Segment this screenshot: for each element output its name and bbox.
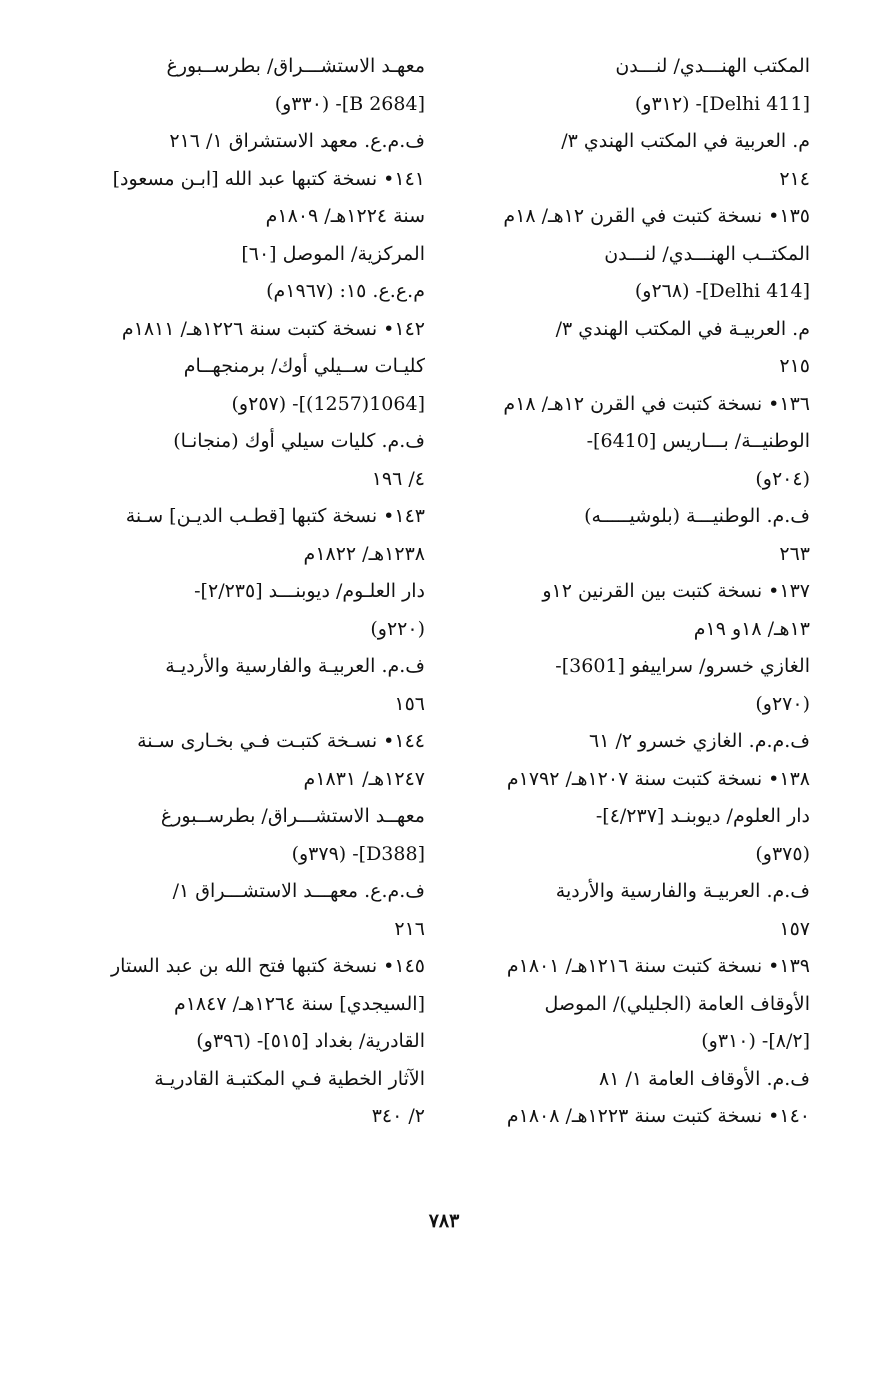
text-line: ١٣٦• نسخة كتبت في القرن ١٢هـ/ ١٨م — [503, 392, 810, 415]
text-line: ١٤٥• نسخة كتبها فتح الله بن عبد الستار — [111, 955, 425, 977]
text-line: [B 2684]- (٣٣٠و) — [274, 92, 425, 115]
text-line: ١٥٧ — [779, 917, 810, 940]
text-line: دار العلـوم/ ديوبنـــد [٢/٢٣٥]- — [194, 580, 425, 602]
text-line: ١٤٤• نسـخة كتبـت فـي بخـارى سـنة — [137, 730, 425, 752]
text-line: ف.م. الوطنيـــة (بلوشيـــــه) — [584, 505, 810, 527]
text-line: الأوقاف العامة (الجليلي)/ الموصل — [544, 992, 810, 1015]
text-line: (٢٢٠و) — [370, 617, 425, 640]
text-line: ٤/ ١٩٦ — [371, 467, 425, 490]
text-line: ١٤٢• نسخة كتبت سنة ١٢٢٦هـ/ ١٨١١م — [121, 317, 425, 340]
left-column — [85, 48, 425, 1136]
text-line: ٢٦٣ — [779, 542, 810, 565]
text-line: ٢/ ٣٤٠ — [371, 1105, 425, 1127]
text-line: [٨/٢]- (٣١٠و) — [701, 1030, 810, 1052]
text-line: معهــد الاستشـــراق/ بطرســبورغ — [160, 805, 425, 827]
text-line: ف.م.ع. معهد الاستشراق ١/ ٢١٦ — [169, 130, 425, 152]
text-line: ف.م. كليات سيلي أوك (منجانـا) — [173, 430, 425, 452]
text-line: الوطنيــة/ بـــاريس [6410]- — [586, 430, 810, 452]
text-line: (٢٠٤و) — [755, 467, 810, 490]
text-line: [السيجدي] سنة ١٢٦٤هـ/ ١٨٤٧م — [173, 992, 425, 1015]
text-line: ٢١٤ — [779, 167, 810, 190]
text-line: ف.م.ع. معهـــد الاستشـــراق ١/ — [172, 880, 425, 902]
text-line: ١٢٤٧هـ/ ١٨٣١م — [303, 767, 425, 790]
text-line: سنة ١٢٢٤هـ/ ١٨٠٩م — [265, 205, 425, 227]
text-line: (٣٧٥و) — [755, 842, 810, 865]
text-line: (٢٧٠و) — [755, 692, 810, 715]
text-line: ١٣٥• نسخة كتبت في القرن ١٢هـ/ ١٨م — [503, 205, 810, 227]
text-line: [D388]- (٣٧٩و) — [291, 842, 425, 865]
text-line: ١٥٦ — [394, 692, 425, 715]
text-line: القادرية/ بغداد [٥١٥]- (٣٩٦و) — [196, 1030, 425, 1052]
text-line: [Delhi 411]- (٣١٢و) — [634, 92, 810, 115]
text-line: المركزية/ الموصل [٦٠] — [241, 242, 425, 265]
text-line: المكتب الهنـــدي/ لنـــدن — [615, 55, 810, 77]
text-line: الآثار الخطية فـي المكتبـة القادريـة — [154, 1067, 425, 1090]
text-line: ١٣هـ/ ١٨و ١٩م — [693, 617, 810, 640]
text-line: ف.م.م. الغازي خسرو ٢/ ٦١ — [589, 730, 810, 752]
text-line: ٢١٥ — [779, 355, 810, 377]
text-line: ف.م. الأوقاف العامة ١/ ٨١ — [599, 1067, 810, 1090]
right-column — [470, 48, 810, 1136]
text-line: كليـات ســيلي أوك/ برمنجهــام — [183, 355, 425, 377]
text-line: ١٣٨• نسخة كتبت سنة ١٢٠٧هـ/ ١٧٩٢م — [506, 767, 810, 790]
text-line: ١٤٠• نسخة كتبت سنة ١٢٢٣هـ/ ١٨٠٨م — [506, 1105, 810, 1127]
text-line: ١٤١• نسخة كتبها عبد الله [ابـن مسعود] — [112, 167, 425, 190]
text-line: ١٤٣• نسخة كتبها [قطـب الديـن] سـنة — [125, 505, 425, 527]
text-line: [1064(1257)]- (٢٥٧و) — [231, 392, 425, 415]
text-line: م.ع.ع. ١٥: (١٩٦٧م) — [266, 280, 425, 302]
text-line: ١٣٩• نسخة كتبت سنة ١٢١٦هـ/ ١٨٠١م — [506, 955, 810, 977]
text-line: ٢١٦ — [394, 917, 425, 940]
text-line: المكتــب الهنـــدي/ لنـــدن — [604, 242, 810, 265]
text-line: دار العلوم/ ديوبنـد [٤/٢٣٧]- — [595, 805, 810, 827]
text-line: [Delhi 414]- (٢٦٨و) — [634, 280, 810, 302]
text-line: ١٣٧• نسخة كتبت بين القرنين ١٢و — [542, 580, 810, 602]
text-line: م. العربيـة في المكتب الهندي ٣/ — [555, 317, 810, 340]
text-line: ف.م. العربيـة والفارسية والأرديـة — [165, 655, 425, 677]
text-line: ف.م. العربيـة والفارسية والأردية — [555, 880, 810, 902]
text-line: الغازي خسرو/ سراييفو [3601]- — [555, 655, 810, 677]
text-line: م. العربية في المكتب الهندي ٣/ — [561, 130, 810, 152]
text-line: ١٢٣٨هـ/ ١٨٢٢م — [303, 542, 425, 565]
page-number: ٧٨٣ — [428, 1210, 460, 1232]
text-line: معهـد الاستشـــراق/ بطرســبورغ — [166, 55, 425, 77]
